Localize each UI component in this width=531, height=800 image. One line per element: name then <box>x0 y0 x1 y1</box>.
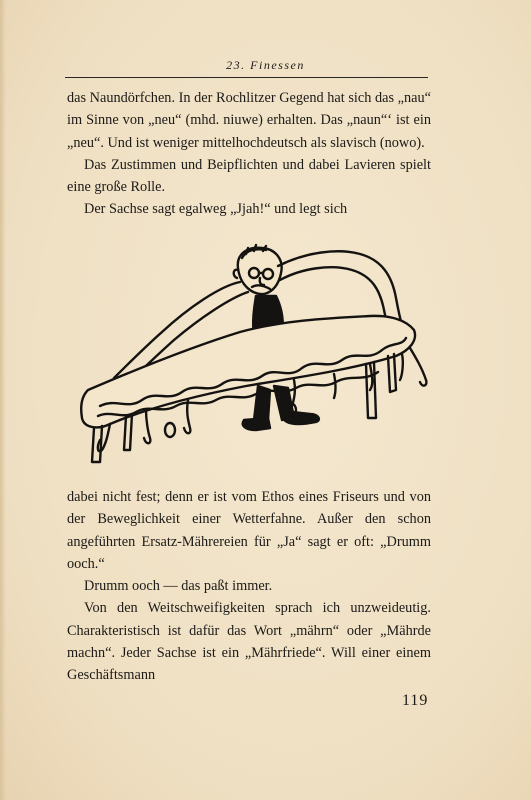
page-number: 119 <box>402 692 429 709</box>
text-block-bottom <box>67 486 431 687</box>
paragraph: Der Sachse sagt egalweg „Jjah!“ und legt sich <box>84 201 348 218</box>
paragraph: dabei nicht fest; denn er ist vom Ethos eines Friseurs und von der Beweglichkeit einer Wetterfahne. Außer den schon angeführten Ersatz-Mährereien für „Ja“ sagt er oft: „Drumm ooch.“ <box>67 489 431 572</box>
page-edge-shadow <box>0 0 6 800</box>
paragraph: Drumm ooch — das paßt immer. <box>84 578 273 595</box>
header-rule <box>65 77 428 78</box>
paragraph: Das Zustimmen und Beipflichten und dabei Lavieren spielt eine große Rolle. <box>67 156 431 196</box>
man-with-melting-table-drawing <box>70 240 440 475</box>
paragraph: das Naundörfchen. In der Rochlitzer Gegend hat sich das „nau“ im Sinne von „neu“ (mhd. niuwe) erhalten. Das „naun“‘ ist ein „neu“. Und ist weniger mittelhochdeutsch als slavisch (nowo). <box>67 90 431 151</box>
paragraph: Von den Weitschweifigkeiten sprach ich unzweideutig. Charakteristisch ist dafür das Wort „mährn“ oder „Mährde machn“. Jeder Sachse ist ein „Mährfriede“. Will einer einem Geschäftsmann <box>67 600 431 684</box>
running-head: 23. Finessen <box>226 58 305 72</box>
text-block-top <box>67 87 431 221</box>
